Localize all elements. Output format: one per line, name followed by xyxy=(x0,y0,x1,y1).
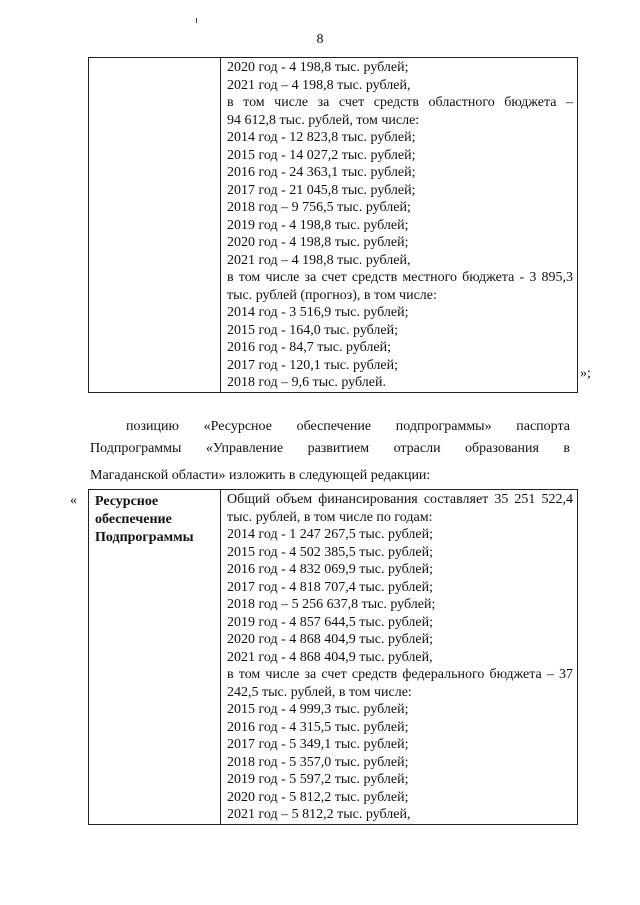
content-line: тыс. рублей (прогноз), в том числе: xyxy=(227,287,437,303)
content-line: 2015 год - 14 027,2 тыс. рублей; xyxy=(227,147,416,163)
content-line: 2020 год - 4 198,8 тыс. рублей; xyxy=(227,60,409,75)
label-line: Подпрограммы xyxy=(95,530,194,545)
content-line: 2016 год - 24 363,1 тыс. рублей; xyxy=(227,165,416,180)
content-line: 2016 год - 4 315,5 тыс. рублей; xyxy=(227,719,409,735)
label-block xyxy=(89,490,220,547)
content-line: 2021 год - 4 868 404,9 тыс. рублей, xyxy=(227,649,433,665)
paragraph-line-3: Магаданской области» изложить в следующей редакции: xyxy=(90,468,431,483)
table-row xyxy=(89,490,578,825)
content-line: 2021 год – 4 198,8 тыс. рублей, xyxy=(227,252,411,268)
content-line: 2019 год - 4 198,8 тыс. рублей; xyxy=(227,217,409,233)
content-line: 2017 год - 4 818 707,4 тыс. рублей; xyxy=(227,579,434,595)
page-number: 8 xyxy=(316,32,324,47)
paragraph-line-2: Подпрограммы «Управление развитием отрасли образования в xyxy=(90,441,570,456)
resource-table-continued xyxy=(88,57,578,393)
closing-quote: »; xyxy=(580,366,591,381)
content-line: 242,5 тыс. рублей, в том числе: xyxy=(227,684,412,700)
content-line: 2020 год - 5 812,2 тыс. рублей; xyxy=(227,789,409,805)
content-line: 2021 год – 4 198,8 тыс. рублей, xyxy=(227,77,411,93)
paragraph-line-1: позицию «Ресурсное обеспечение подпрограммы» паспорта xyxy=(126,419,570,434)
content-line: 2018 год - 5 357,0 тыс. рублей; xyxy=(227,754,409,770)
content-line: 2018 год – 9 756,5 тыс. рублей; xyxy=(227,200,411,215)
content-line: 2014 год - 1 247 267,5 тыс. рублей; xyxy=(227,527,434,542)
content-line: 2017 год - 5 349,1 тыс. рублей; xyxy=(227,737,409,752)
content-line: 2017 год - 120,1 тыс. рублей; xyxy=(227,357,399,373)
content-line: 2017 год - 21 045,8 тыс. рублей; xyxy=(227,182,416,198)
content-line: 94 612,8 тыс. рублей, том числе: xyxy=(227,112,420,128)
table-row xyxy=(89,58,578,393)
content-line: 2016 год - 4 832 069,9 тыс. рублей; xyxy=(227,562,434,577)
table-label-cell-empty xyxy=(89,58,221,393)
content-line: тыс. рублей, в том числе по годам: xyxy=(227,509,433,525)
content-line: 2015 год - 4 999,3 тыс. рублей; xyxy=(227,702,409,717)
content-lines xyxy=(221,490,577,824)
content-line: 2020 год - 4 868 404,9 тыс. рублей; xyxy=(227,632,434,647)
opening-quote: « xyxy=(70,493,77,508)
content-line: 2018 год – 9,6 тыс. рублей. xyxy=(227,375,386,390)
content-line: в том числе за счет средств областного бюджета – xyxy=(227,95,573,110)
content-line: 2015 год - 4 502 385,5 тыс. рублей; xyxy=(227,544,434,560)
content-line: в том числе за счет средств местного бюджета - 3 895,3 xyxy=(227,270,573,285)
content-line: 2014 год - 12 823,8 тыс. рублей; xyxy=(227,130,416,145)
content-line: Общий объем финансирования составляет 35 251 522,4 xyxy=(227,492,573,507)
content-line: 2014 год - 3 516,9 тыс. рублей; xyxy=(227,305,409,320)
resource-table-new xyxy=(88,489,578,825)
content-line: 2019 год - 5 597,2 тыс. рублей; xyxy=(227,772,409,787)
table-content-cell xyxy=(221,58,578,393)
content-line: в том числе за счет средств федерального бюджета – 37 xyxy=(227,667,573,682)
content-line: 2021 год – 5 812,2 тыс. рублей, xyxy=(227,807,411,822)
content-lines xyxy=(221,58,577,392)
table-label-cell xyxy=(89,490,221,825)
content-line: 2019 год - 4 857 644,5 тыс. рублей; xyxy=(227,614,434,630)
label-line: обеспечение xyxy=(95,512,172,527)
scan-mark xyxy=(196,18,197,23)
content-line: 2016 год - 84,7 тыс. рублей; xyxy=(227,340,392,355)
table-content-cell xyxy=(221,490,578,825)
label-line: Ресурсное xyxy=(95,494,159,509)
content-line: 2015 год - 164,0 тыс. рублей; xyxy=(227,322,399,338)
content-line: 2018 год – 5 256 637,8 тыс. рублей; xyxy=(227,597,436,612)
content-line: 2020 год - 4 198,8 тыс. рублей; xyxy=(227,235,409,250)
